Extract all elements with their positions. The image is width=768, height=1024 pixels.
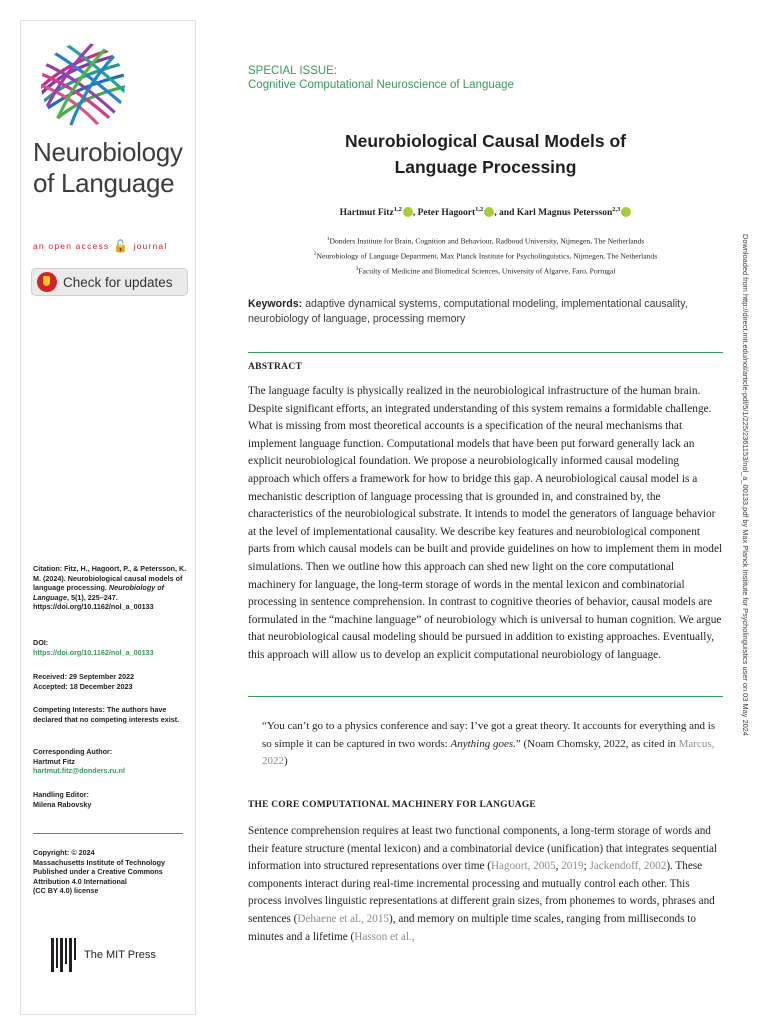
orcid-icon[interactable] [621,207,631,217]
corresponding-label: Corresponding Author: [33,747,113,756]
author-name: , and Karl Magnus Petersson [494,208,613,219]
author-name: Hartmut Fitz [339,208,394,219]
body-paragraph [248,823,723,946]
editor-label: Handling Editor: [33,790,89,799]
citation-link[interactable]: Hagoort, 2005 [490,860,556,873]
received-date: Received: 29 September 2022 [33,672,135,681]
globe-logo-icon [33,41,133,129]
body-text: ; [583,860,590,873]
body-text: ), and memory on multiple time scales, ranging from milliseconds to minutes and a lifetime ( [248,912,697,943]
citation-link[interactable]: 2019 [561,860,584,873]
quote-emphasis: Anything goes. [450,737,516,750]
citation-label: Citation: [33,564,63,573]
body-text: ). These components interact during real-time incremental processing and mutually control each other. This process involves linguistic representations at different grain sizes, from phonemes to words, phrases and sentences ( [248,860,715,925]
doi-block [33,638,193,657]
editor-name: Milena Rabovsky [33,799,92,809]
dates-block [33,672,193,691]
citation-text: Fitz, H., Hagoort, P., & Petersson, K. M. (2024). Neurobiological causal models of language processing. [33,564,187,593]
affiliation-2: $^2$Neurobiology of Language Department, Max Planck Institute for Psycholinguistics, Nijmegen, The Netherlands [313,251,658,261]
copyright-block [33,848,193,896]
copyright-line: (CC BY 4.0) license [33,886,99,896]
sidebar-divider [33,833,183,834]
section-heading: THE CORE COMPUTATIONAL MACHINERY FOR LANGUAGE [248,800,536,810]
publisher-name: The MIT Press [84,949,156,961]
citation-volume: , 5(1), 225–247. https://doi.org/10.1162/nol_a_00133 [33,592,154,612]
journal-name-line1: Neurobiology [33,137,183,167]
doi-link[interactable]: https://doi.org/10.1162/nol_a_00133 [33,647,154,657]
author-affiliation-sup: 2,3 [612,206,621,213]
corresponding-email-link[interactable]: hartmut.fitz@donders.ru.nl [33,766,126,776]
journal-name-line2: of Language [33,168,175,198]
abstract-top-rule [248,352,723,353]
special-issue-label: SPECIAL ISSUE: [248,65,338,77]
title-line1: Neurobiological Causal Models of [344,131,626,151]
special-issue [248,64,723,92]
copyright-line: Attribution 4.0 International [33,876,127,886]
download-watermark [740,234,750,814]
citation-link[interactable]: Jackendoff, 2002 [589,860,667,873]
copyright-line: Massachusetts Institute of Technology [33,857,166,867]
journal-name [33,137,193,199]
citation-link[interactable]: Hasson et al., [354,930,415,943]
citation-block [33,564,193,612]
check-for-updates-button[interactable] [31,268,188,296]
journal-word: journal [133,241,168,251]
body-text: Sentence comprehension requires at least two functional components, a long-term storage of words and their feature structure (mental lexicon) and a combinatorial device (unification) that integrates sequential information into structured representations over time ( [248,825,718,873]
mit-bars-icon [51,938,76,972]
quote-text: ” (Noam Chomsky, 2022, as cited in [515,737,676,750]
affiliations [248,233,723,278]
corresponding-author-block [33,747,193,776]
copyright-line: Copyright: © 2024 [33,848,95,857]
abstract-text: The language faculty is physically realized in the neurobiological infrastructure of the human brain. Despite significant efforts, an integrated understanding of this system remains a formidable challenge. What is missing from most theoretical accounts is a specification of the neural mechanisms that implement language function. Computational models that have been put forward generally lack an explicit neurobiological foundation. We propose a neurobiologically informed causal modeling approach which offers a framework for how to bridge this gap. A neurobiological causal model is a mechanistic description of language processing that is grounded in, and constrained by, the characteristics of the neurobiological substrate. It intends to model the generators of language behavior at the level of implementational causality. We describe key features and neurobiological component parts from which causal models can be built and provide guidelines on how to implement them in model simulations. Then we outline how this approach can shed new light on the core computational machinery for language, the long-term storage of words in the mental lexicon and combinatorial processing in sentence comprehension. In contrast to cognitive theories of behavior, causal models are formulated in the “machine language” of neurobiology which is universal to human cognition. We argue that neurobiological causal modeling should be pursued in addition to existing approaches. Eventually, this approach will allow us to develop an explicit computational neurobiology of language. [248,385,723,661]
open-access-label [33,239,193,253]
quote-text: ) [284,755,288,768]
citation-link[interactable]: Marcus, 2022 [262,737,715,768]
corresponding-name: Hartmut Fitz [33,756,75,766]
affiliation-1: $^1$Donders Institute for Brain, Cognition and Behaviour, Radboud University, Nijmegen, The Netherlands [326,236,645,246]
doi-label: DOI: [33,638,49,647]
author-affiliation-sup: 1,2 [475,206,484,213]
keywords [248,297,723,327]
orcid-icon[interactable] [403,207,413,217]
citation-journal: Neurobiology of Language [33,583,164,602]
author-list [248,206,723,218]
affiliation-text: Faculty of Medicine and Biomedical Sciences, University of Algarve, Faro, Portugal [358,266,616,276]
title-line2: Language Processing [394,157,577,177]
download-note-text: Downloaded from http://direct.mit.edu/nol/article-pdf/5/1/225/2361153/nol_a_00133.pdf by Max Planck Institute for Psycholinguistics user on 03 May 2024 [741,234,750,736]
affiliation-text: Neurobiology of Language Department, Max Planck Institute for Psycholinguistics, Nijmegen, The Netherlands [316,251,658,261]
crossmark-icon [37,272,57,292]
handling-editor-block [33,790,193,809]
orcid-icon[interactable] [484,207,494,217]
keywords-text: adaptive dynamical systems, computational modeling, implementational causality, neurobiology of language, processing memory [248,298,688,325]
affiliation-3: $^3$Faculty of Medicine and Biomedical Sciences, University of Algarve, Faro, Portugal [355,266,616,276]
check-for-updates-label: Check for updates [63,274,173,290]
copyright-line: Published under a Creative Commons [33,867,163,877]
body-text: , [555,860,562,873]
mit-press-logo [51,938,156,972]
special-issue-name: Cognitive Computational Neuroscience of Language [248,79,514,91]
competing-interests: Competing Interests: The authors have declared that no competing interests exist. [33,705,180,724]
abstract-heading: ABSTRACT [248,362,303,372]
open-lock-icon: 🔓 [113,239,130,253]
author-affiliation-sup: 1,2 [393,206,402,213]
article-title [248,128,723,180]
citation-link[interactable]: Dehaene et al., 2015 [297,912,390,925]
accepted-date: Accepted: 18 December 2023 [33,681,133,691]
epigraph-quote [262,718,723,771]
open-access-text: an open access [33,241,110,251]
journal-logo [33,41,133,134]
abstract-bottom-rule [248,696,723,697]
affiliation-text: Donders Institute for Brain, Cognition and Behaviour, Radboud University, Nijmegen, The Netherlands [329,236,645,246]
keywords-label: Keywords: [248,298,303,310]
journal-sidebar [20,20,196,1015]
author-name: , Peter Hagoort [412,208,476,219]
quote-text: “You can’t go to a physics conference and say: I’ve got a great theory. It accounts for everything and is so simple it can be captured in two words: [262,720,716,750]
